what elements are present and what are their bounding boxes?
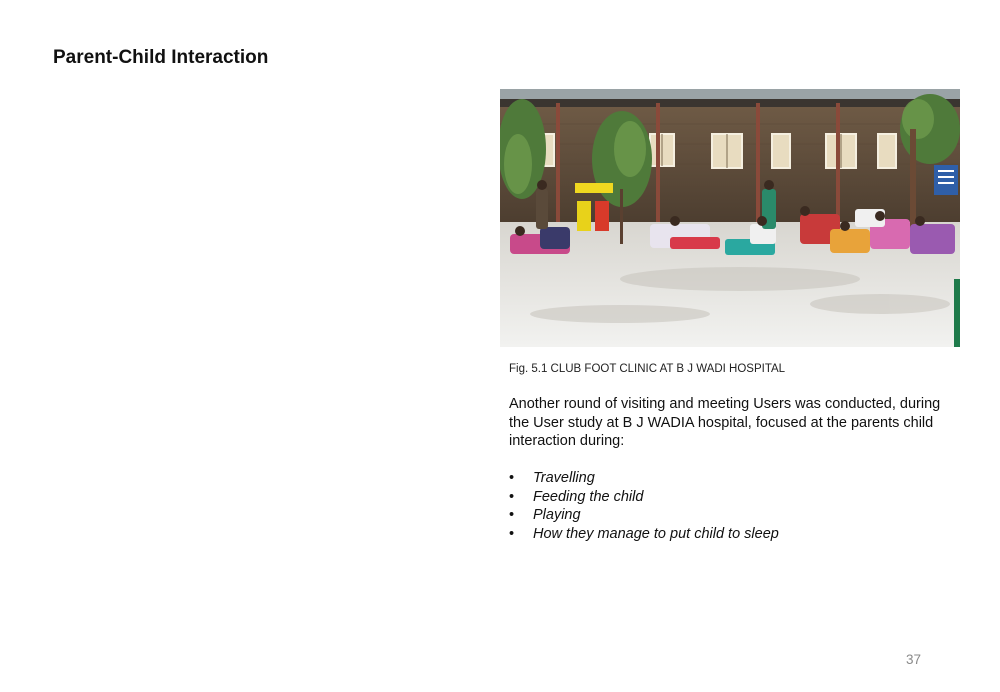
body-paragraph: Another round of visiting and meeting Users was conducted, during the User study at B J WADIA hospital, focused at the parents child interaction during: — [509, 396, 941, 449]
bullet-text: Travelling — [533, 470, 595, 486]
bullet-text: Feeding the child — [533, 488, 644, 505]
bullet-text: How they manage to put child to sleep — [533, 525, 779, 542]
bullet-marker: • — [509, 488, 515, 505]
bullet-list — [509, 469, 779, 543]
bullet-marker: • — [509, 470, 515, 486]
bullet-marker: • — [509, 525, 515, 542]
bullet-marker: • — [509, 507, 515, 523]
clinic-photo — [500, 89, 960, 347]
bullet-text: Playing — [533, 507, 581, 523]
page-title: Parent-Child Interaction — [53, 47, 269, 68]
list-item — [509, 488, 779, 507]
list-item — [509, 506, 779, 525]
list-item — [509, 525, 779, 544]
list-item — [509, 469, 779, 488]
page-number: 37 — [906, 652, 922, 667]
figure-caption: Fig. 5.1 CLUB FOOT CLINIC AT B J WADI HOSPITAL — [509, 363, 786, 375]
